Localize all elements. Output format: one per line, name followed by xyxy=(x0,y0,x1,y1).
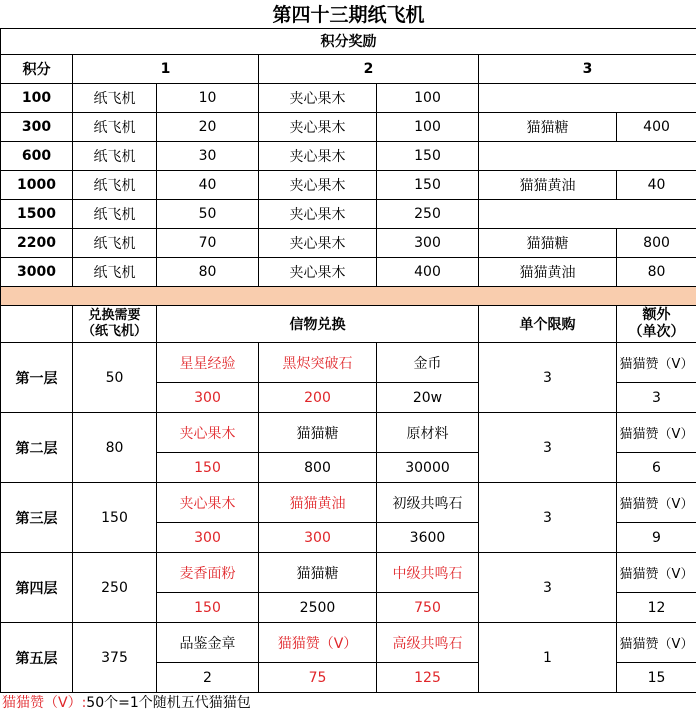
tier-need: 50 xyxy=(73,343,157,413)
col-header-limit: 单个限购 xyxy=(479,306,617,343)
tier-extra-label: 猫猫赞（V） xyxy=(617,553,696,593)
tier-item-label: 猫猫赞（V） xyxy=(259,623,377,663)
tier-need: 150 xyxy=(73,483,157,553)
tier-extra-label: 猫猫赞（V） xyxy=(617,343,696,383)
reward-empty xyxy=(479,199,696,228)
reward-score: 1000 xyxy=(1,170,73,199)
reward-item-2: 夹心果木 xyxy=(259,112,377,141)
tier-item-label: 原材料 xyxy=(377,413,479,453)
tier-extra-label: 猫猫赞（V） xyxy=(617,413,696,453)
reward-item-2: 夹心果木 xyxy=(259,141,377,170)
section-separator xyxy=(1,286,696,306)
tier-extra-label: 猫猫赞（V） xyxy=(617,623,696,663)
tier-extra-qty: 3 xyxy=(617,383,696,413)
tier-item-label: 黑烬突破石 xyxy=(259,343,377,383)
tier-item-qty: 30000 xyxy=(377,453,479,483)
col-header-1: 1 xyxy=(73,54,259,83)
tier-item-qty: 2 xyxy=(157,663,259,693)
reward-table xyxy=(0,0,696,306)
tier-extra-qty: 6 xyxy=(617,453,696,483)
tier-row xyxy=(1,553,696,593)
reward-item-3: 猫猫糖 xyxy=(479,112,617,141)
reward-item-1: 纸飞机 xyxy=(73,228,157,257)
reward-qty-2: 250 xyxy=(377,199,479,228)
reward-score: 300 xyxy=(1,112,73,141)
tier-item-qty: 200 xyxy=(259,383,377,413)
col-header-tier xyxy=(1,306,73,343)
reward-item-3: 猫猫黄油 xyxy=(479,257,617,286)
tier-extra-label: 猫猫赞（V） xyxy=(617,483,696,523)
reward-item-1: 纸飞机 xyxy=(73,199,157,228)
tier-item-label: 品鉴金章 xyxy=(157,623,259,663)
tier-row xyxy=(1,413,696,453)
reward-item-2: 夹心果木 xyxy=(259,228,377,257)
tier-item-label: 夹心果木 xyxy=(157,413,259,453)
reward-row xyxy=(1,112,696,141)
tier-item-qty: 150 xyxy=(157,593,259,623)
tier-item-qty: 75 xyxy=(259,663,377,693)
reward-score: 2200 xyxy=(1,228,73,257)
reward-qty-3: 800 xyxy=(617,228,696,257)
footnote-text: 50个=1个随机五代猫猫包 xyxy=(86,695,251,711)
reward-item-1: 纸飞机 xyxy=(73,141,157,170)
tier-need: 250 xyxy=(73,553,157,623)
reward-qty-1: 70 xyxy=(157,228,259,257)
tier-name: 第一层 xyxy=(1,343,73,413)
reward-item-1: 纸飞机 xyxy=(73,112,157,141)
reward-item-2: 夹心果木 xyxy=(259,83,377,112)
reward-qty-2: 150 xyxy=(377,141,479,170)
tier-need: 80 xyxy=(73,413,157,483)
reward-qty-3: 40 xyxy=(617,170,696,199)
tier-item-label: 麦香面粉 xyxy=(157,553,259,593)
reward-item-2: 夹心果木 xyxy=(259,170,377,199)
tier-extra-qty: 15 xyxy=(617,663,696,693)
reward-qty-3: 400 xyxy=(617,112,696,141)
tier-item-label: 金币 xyxy=(377,343,479,383)
tier-item-qty: 125 xyxy=(377,663,479,693)
reward-qty-1: 50 xyxy=(157,199,259,228)
tier-item-qty: 150 xyxy=(157,453,259,483)
reward-row xyxy=(1,83,696,112)
exchange-table xyxy=(0,305,696,693)
tier-row xyxy=(1,623,696,663)
reward-row xyxy=(1,199,696,228)
col-header-3: 3 xyxy=(479,54,696,83)
reward-item-3: 猫猫糖 xyxy=(479,228,617,257)
tier-item-label: 高级共鸣石 xyxy=(377,623,479,663)
tier-item-qty: 800 xyxy=(259,453,377,483)
tier-row xyxy=(1,483,696,523)
footnote xyxy=(2,692,251,712)
col-header-extra: 额外 （单次） xyxy=(617,306,696,343)
col-header-score: 积分 xyxy=(1,54,73,83)
tier-extra-qty: 12 xyxy=(617,593,696,623)
reward-empty xyxy=(479,141,696,170)
tier-name: 第三层 xyxy=(1,483,73,553)
tier-name: 第四层 xyxy=(1,553,73,623)
tier-extra-qty: 9 xyxy=(617,523,696,553)
reward-qty-2: 400 xyxy=(377,257,479,286)
reward-row xyxy=(1,228,696,257)
tier-row xyxy=(1,343,696,383)
reward-item-1: 纸飞机 xyxy=(73,83,157,112)
tier-item-label: 初级共鸣石 xyxy=(377,483,479,523)
tier-name: 第二层 xyxy=(1,413,73,483)
reward-qty-1: 40 xyxy=(157,170,259,199)
reward-item-2: 夹心果木 xyxy=(259,199,377,228)
reward-qty-2: 100 xyxy=(377,112,479,141)
reward-row xyxy=(1,257,696,286)
tier-item-qty: 2500 xyxy=(259,593,377,623)
col-header-items: 信物兑换 xyxy=(157,306,479,343)
tier-item-qty: 300 xyxy=(157,523,259,553)
tier-item-label: 星星经验 xyxy=(157,343,259,383)
reward-item-3: 猫猫黄油 xyxy=(479,170,617,199)
tier-item-qty: 20w xyxy=(377,383,479,413)
reward-score: 600 xyxy=(1,141,73,170)
reward-item-2: 夹心果木 xyxy=(259,257,377,286)
page-title: 第四十三期纸飞机 xyxy=(1,0,696,28)
reward-qty-1: 30 xyxy=(157,141,259,170)
tier-item-qty: 3600 xyxy=(377,523,479,553)
tier-limit: 3 xyxy=(479,413,617,483)
tier-limit: 3 xyxy=(479,553,617,623)
tier-item-label: 猫猫糖 xyxy=(259,553,377,593)
reward-item-1: 纸飞机 xyxy=(73,170,157,199)
tier-item-qty: 300 xyxy=(259,523,377,553)
tier-name: 第五层 xyxy=(1,623,73,693)
reward-row xyxy=(1,141,696,170)
reward-qty-2: 100 xyxy=(377,83,479,112)
tier-item-label: 猫猫黄油 xyxy=(259,483,377,523)
reward-qty-2: 300 xyxy=(377,228,479,257)
tier-limit: 1 xyxy=(479,623,617,693)
reward-row xyxy=(1,170,696,199)
tier-item-qty: 750 xyxy=(377,593,479,623)
tier-need: 375 xyxy=(73,623,157,693)
reward-qty-1: 20 xyxy=(157,112,259,141)
tier-limit: 3 xyxy=(479,483,617,553)
reward-qty-1: 80 xyxy=(157,257,259,286)
reward-score: 100 xyxy=(1,83,73,112)
reward-score: 1500 xyxy=(1,199,73,228)
reward-empty xyxy=(479,83,696,112)
reward-score: 3000 xyxy=(1,257,73,286)
col-header-need: 兑换需要 （纸飞机） xyxy=(73,306,157,343)
reward-subtitle: 积分奖励 xyxy=(1,28,696,54)
tier-item-label: 猫猫糖 xyxy=(259,413,377,453)
tier-item-qty: 300 xyxy=(157,383,259,413)
reward-item-1: 纸飞机 xyxy=(73,257,157,286)
tier-item-label: 中级共鸣石 xyxy=(377,553,479,593)
reward-qty-1: 10 xyxy=(157,83,259,112)
col-header-2: 2 xyxy=(259,54,479,83)
tier-item-label: 夹心果木 xyxy=(157,483,259,523)
footnote-highlight: 猫猫赞（V）: xyxy=(2,695,87,711)
reward-qty-2: 150 xyxy=(377,170,479,199)
tier-limit: 3 xyxy=(479,343,617,413)
reward-qty-3: 80 xyxy=(617,257,696,286)
